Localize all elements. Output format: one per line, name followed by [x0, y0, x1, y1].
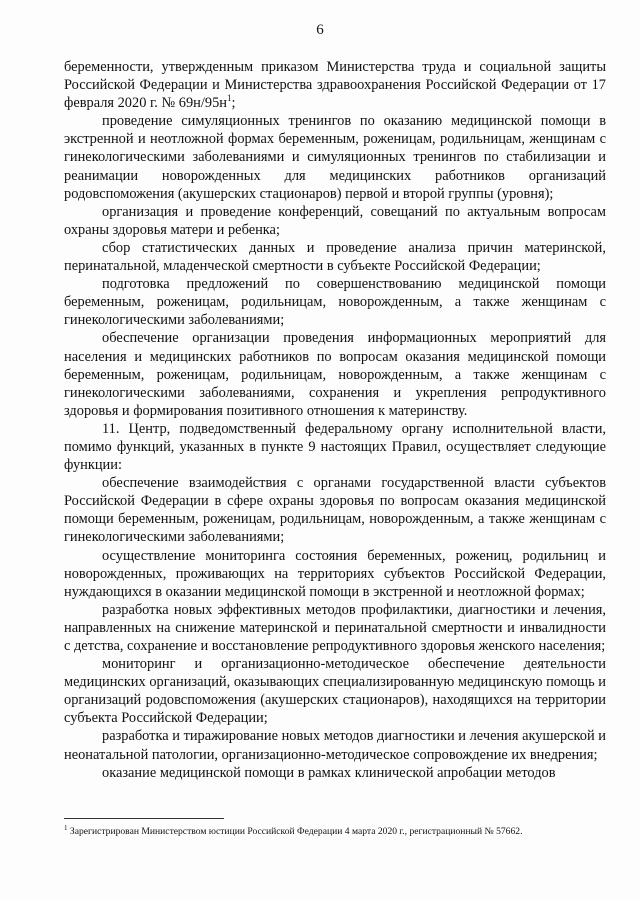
paragraph-text: беременности, утвержденным приказом Министерства труда и социальной защиты Российской Федерации и Министерства здравоохранения Российской Федерации от 17 февраля 2020 г. № 69н/95н	[64, 59, 606, 112]
paragraph	[64, 601, 606, 655]
paragraph-text: разработка и тиражирование новых методов диагностики и лечения акушерской и неонатальной патологии, организационно-методическое сопровождение их внедрения;	[64, 728, 606, 763]
paragraph-tail: ;	[231, 95, 236, 112]
paragraph-text: мониторинг и организационно-методическое обеспечение деятельности медицинских организаций, оказывающих специализированную медицинскую помощь и организаций родовспоможения (акушерских стационаров), находящихся на территории субъекта Российской Федерации;	[64, 656, 606, 727]
paragraph	[64, 203, 606, 239]
paragraph	[64, 655, 606, 727]
paragraph	[64, 239, 606, 275]
paragraph-text: организация и проведение конференций, совещаний по актуальным вопросам охраны здоровья матери и ребенка;	[64, 203, 606, 238]
paragraph-text: осуществление мониторинга состояния беременных, рожениц, родильниц и новорожденных, проживающих на территориях субъектов Российской Федерации, нуждающихся в оказании медицинской помощи в экстренной и неотложной формах;	[64, 547, 606, 600]
footnote-marker: 1	[64, 823, 68, 832]
footnote-reference: 1	[226, 93, 232, 104]
paragraph	[64, 727, 606, 763]
paragraph	[64, 764, 606, 782]
paragraph	[64, 329, 606, 419]
paragraph	[64, 112, 606, 202]
paragraph-text: 11. Центр, подведомственный федеральному органу исполнительной власти, помимо функций, указанных в пункте 9 настоящих Правил, осуществляет следующие функции:	[64, 420, 606, 474]
paragraph-text: подготовка предложений по совершенствованию медицинской помощи беременным, роженицам, родильницам, новорожденным, а также женщинам с гинекологическими заболеваниями;	[64, 276, 606, 329]
paragraph-text: оказание медицинской помощи в рамках клинической апробации методов	[102, 764, 556, 781]
paragraph	[64, 547, 606, 601]
paragraph	[64, 275, 606, 329]
paragraph	[64, 420, 606, 474]
footnote-divider	[64, 818, 224, 819]
document-body	[64, 58, 606, 782]
paragraph	[64, 58, 606, 112]
paragraph-text: обеспечение организации проведения информационных мероприятий для населения и медицинских работников по вопросам оказания медицинской помощи беременным, роженицам, родильницам, новорожденным, а также женщинам с гинекологическими заболеваниями, сохранения и укрепления репродуктивного здоровья и формирования позитивного отношения к материнству.	[64, 330, 606, 419]
paragraph-text: сбор статистических данных и проведение анализа причин материнской, перинатальной, младенческой смертности в субъекте Российской Федерации;	[64, 239, 606, 275]
paragraph-text: разработка новых эффективных методов профилактики, диагностики и лечения, направленных на снижение материнской и перинатальной смертности и инвалидности с детства, сохранение и восстановление репродуктивного здоровья женского населения;	[64, 601, 606, 654]
footnote	[64, 823, 606, 838]
footnote-text: Зарегистрирован Министерством юстиции Российской Федерации 4 марта 2020 г., регистрационный № 57662.	[67, 826, 523, 837]
paragraph-text: проведение симуляционных тренингов по оказанию медицинской помощи в экстренной и неотложной формах беременным, роженицам, родильницам, женщинам с гинекологическими заболеваниями и симуляционных тренингов по стабилизации и реанимации новорожденных для медицинских работников организаций родовспоможения (акушерских стационаров) первой и второй группы (уровня);	[64, 113, 606, 202]
page-number: 6	[316, 22, 324, 38]
paragraph-text: обеспечение взаимодействия с органами государственной власти субъектов Российской Федерации в сфере охраны здоровья по вопросам оказания медицинской помощи беременным, роженицам, родильницам, новорожденным, а также женщинам с гинекологическими заболеваниями;	[64, 475, 606, 546]
paragraph	[64, 474, 606, 546]
